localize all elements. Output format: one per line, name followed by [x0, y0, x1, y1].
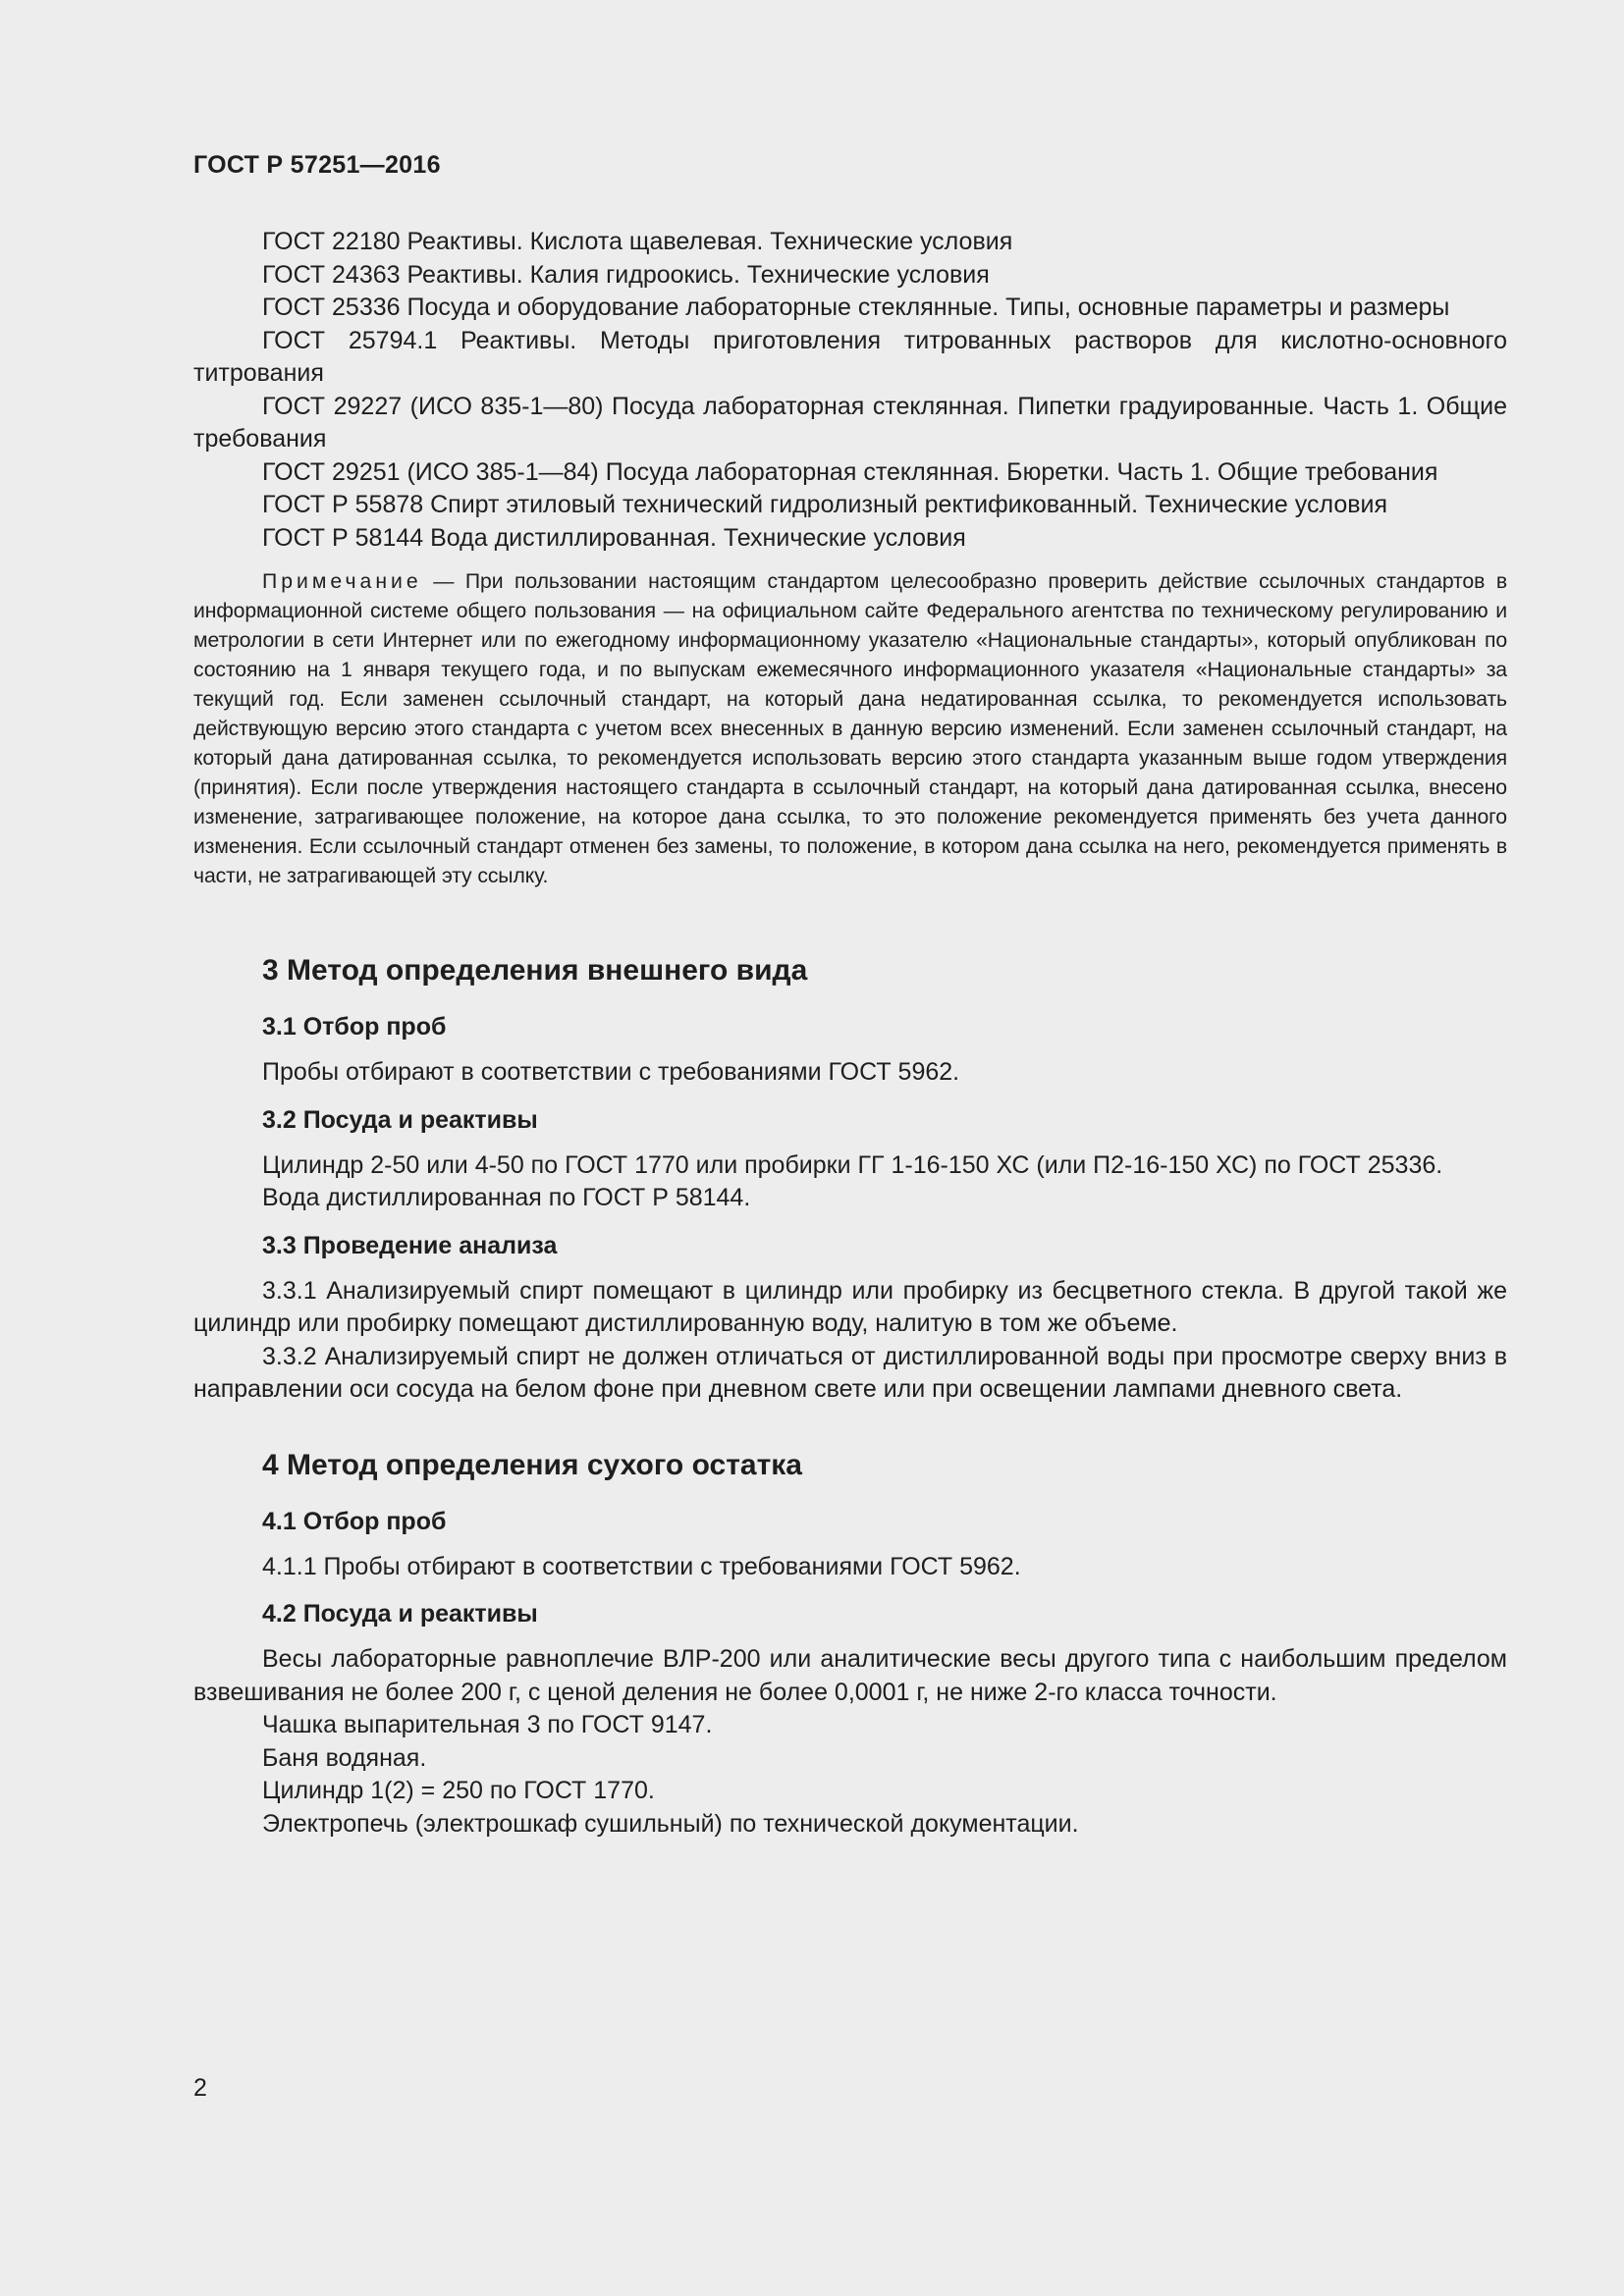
section-3-title: 3 Метод определения внешнего вида — [262, 954, 808, 988]
section-4-2-paragraph: Электропечь (электрошкаф сушильный) по технической документации. — [262, 1809, 1079, 1838]
section-4-2-paragraph: Баня водяная. — [262, 1743, 427, 1772]
section-4-title: 4 Метод определения сухого остатка — [262, 1448, 802, 1481]
section-4-2-paragraph: Чашка выпарительная 3 по ГОСТ 9147. — [262, 1711, 713, 1739]
section-3-1-title: 3.1 Отбор проб — [262, 1013, 447, 1041]
reference-item: ГОСТ 25794.1 Реактивы. Методы приготовления титрованных растворов для кислотно-основного титрования — [193, 326, 1507, 387]
section-3-2-title: 3.2 Посуда и реактивы — [262, 1105, 538, 1134]
section-4-1-title: 4.1 Отбор проб — [262, 1507, 447, 1535]
reference-item: ГОСТ 25336 Посуда и оборудование лабораторные стеклянные. Типы, основные параметры и размеры — [262, 294, 1450, 321]
section-4-1-text: 4.1.1 Пробы отбирают в соответствии с требованиями ГОСТ 5962. — [262, 1552, 1021, 1580]
page-number: 2 — [193, 2074, 207, 2102]
document-body — [193, 226, 1507, 1841]
section-3-3-paragraph: 3.3.1 Анализируемый спирт помещают в цилиндр или пробирку из бесцветного стекла. В другой такой же цилиндр или пробирку помещают дистиллированную воду, налитую в том же объеме. — [193, 1276, 1507, 1338]
section-4-2-paragraph: Цилиндр 1(2) = 250 по ГОСТ 1770. — [262, 1777, 655, 1805]
section-3-1-text: Пробы отбирают в соответствии с требованиями ГОСТ 5962. — [262, 1058, 960, 1087]
section-4-2-paragraph: Весы лабораторные равноплечие ВЛР-200 или аналитические весы другого типа с наибольшим пределом взвешивания не более 200 г, с ценой деления не более 0,0001 г, не ниже 2-го класса точности. — [193, 1645, 1507, 1706]
section-3-3-paragraph: 3.3.2 Анализируемый спирт не должен отличаться от дистиллированной воды при просмотре сверху вниз в направлении оси сосуда на белом фоне при дневном свете или при освещении лампами дневного света. — [193, 1342, 1507, 1404]
reference-item: ГОСТ 22180 Реактивы. Кислота щавелевая. Технические условия — [262, 228, 1013, 255]
reference-item: ГОСТ 24363 Реактивы. Калия гидроокись. Технические условия — [262, 260, 990, 289]
normative-references-list — [193, 226, 1507, 555]
document-header: ГОСТ Р 57251—2016 — [193, 151, 441, 179]
reference-item: ГОСТ Р 58144 Вода дистиллированная. Технические условия — [262, 523, 966, 552]
section-3-2-paragraph: Цилиндр 2-50 или 4-50 по ГОСТ 1770 или пробирки ГГ 1-16-150 ХС (или П2-16-150 ХС) по ГОСТ 25336. — [262, 1150, 1443, 1179]
section-3-3-title: 3.3 Проведение анализа — [262, 1231, 558, 1259]
section-4-2-title: 4.2 Посуда и реактивы — [262, 1600, 538, 1629]
note-text: — При пользовании настоящим стандартом целесообразно проверить действие ссылочных стандартов в информационной системе общего пользования — на официальном сайте Федерального агентства по техническому регулированию и метрологии в сети Интернет или по ежегодному информационному указателю «Национальные стандарты», который опубликован по состоянию на 1 января текущего года, и по выпускам ежемесячного информационного указателя «Национальные стандарты» за текущий год. Если заменен ссылочный стандарт, на который дана недатированная ссылка, то рекомендуется использовать действующую версию этого стандарта с учетом всех внесенных в данную версию изменений. Если заменен ссылочный стандарт, на который дана датированная ссылка, то рекомендуется использовать версию этого стандарта указанным выше годом утверждения (принятия). Если после утверждения настоящего стандарта в ссылочный стандарт, на который дана датированная ссылка, внесено изменение, затрагивающее положение, на которое дана ссылка, то это положение рекомендуется применять без учета данного изменения. Если ссылочный стандарт отменен без замены, то положение, в котором дана ссылка на него, рекомендуется применять в части, не затрагивающей эту ссылку. — [193, 570, 1507, 887]
reference-item: ГОСТ 29251 (ИСО 385-1—84) Посуда лабораторная стеклянная. Бюретки. Часть 1. Общие требования — [262, 457, 1438, 486]
reference-item: ГОСТ 29227 (ИСО 835-1—80) Посуда лабораторная стеклянная. Пипетки градуированные. Часть 1. Общие требования — [193, 392, 1507, 453]
note-label: Примечание — [262, 570, 422, 593]
reference-item: ГОСТ Р 55878 Спирт этиловый технический гидролизный ректификованный. Технические условия — [262, 491, 1388, 518]
note-paragraph — [193, 567, 1507, 891]
section-3-2-paragraph: Вода дистиллированная по ГОСТ Р 58144. — [262, 1184, 751, 1212]
